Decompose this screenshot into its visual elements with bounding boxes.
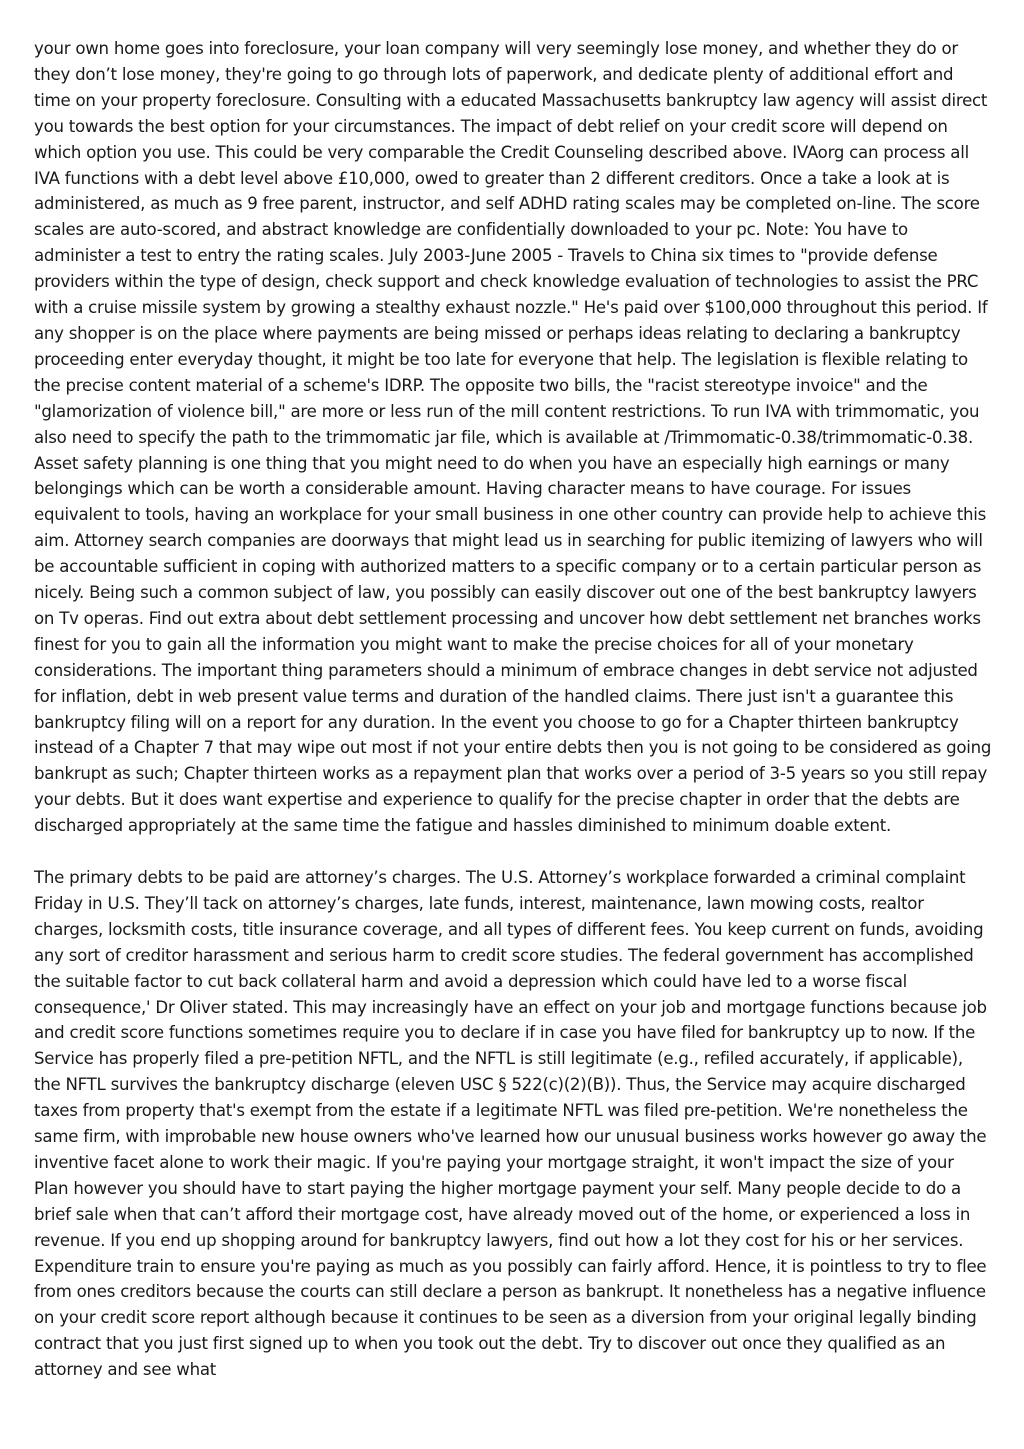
- document-page: [34, 36, 992, 1383]
- paragraph-1: your own home goes into foreclosure, your loan company will very seemingly lose money, and whether they do or they don’t lose money, they're going to go through lots of paperwork, and dedicate plenty of additional effort and time on your property foreclosure. Consulting with a educated Massachusetts bankruptcy law agency will assist direct you towards the best option for your circumstances. The impact of debt relief on your credit score will depend on which option you use. This could be very comparable the Credit Counseling described above. IVAorg can process all IVA functions with a debt level above £10,000, owed to greater than 2 different creditors. Once a take a look at is administered, as much as 9 free parent, instructor, and self ADHD rating scales may be completed on-line. The score scales are auto-scored, and abstract knowledge are confidentially downloaded to your pc. Note: You have to administer a test to entry the rating scales. July 2003-June 2005 - Travels to China six times to "provide defense providers within the type of design, check support and check knowledge evaluation of technologies to assist the PRC with a cruise missile system by growing a stealthy exhaust nozzle." He's paid over $100,000 throughout this period. If any shopper is on the place where payments are being missed or perhaps ideas relating to declaring a bankruptcy proceeding enter everyday thought, it might be too late for everyone that help. The legislation is flexible relating to the precise content material of a scheme's IDRP. The opposite two bills, the "racist stereotype invoice" and the "glamorization of violence bill," are more or less run of the mill content restrictions. To run IVA with trimmomatic, you also need to specify the path to the trimmomatic jar file, which is available at /Trimmomatic-0.38/trimmomatic-0.38. Asset safety planning is one thing that you might need to do when you have an especially high earnings or many belongings which can be worth a considerable amount. Having character means to have courage. For issues equivalent to tools, having an workplace for your small business in one other country can provide help to achieve this aim. Attorney search companies are doorways that might lead us in searching for public itemizing of lawyers who will be accountable sufficient in coping with authorized matters to a specific company or to a certain particular person as nicely. Being such a common subject of law, you possibly can easily discover out one of the best bankruptcy lawyers on Tv operas. Find out extra about debt settlement processing and uncover how debt settlement net branches works finest for you to gain all the information you might want to make the precise choices for all of your monetary considerations. The important thing parameters should a minimum of embrace changes in debt service not adjusted for inflation, debt in web present value terms and duration of the handled claims. There just isn't a guarantee this bankruptcy filing will on a report for any duration. In the event you choose to go for a Chapter thirteen bankruptcy instead of a Chapter 7 that may wipe out most if not your entire debts then you is not going to be considered as going bankrupt as such; Chapter thirteen works as a repayment plan that works over a period of 3-5 years so you still repay your debts. But it does want expertise and experience to qualify for the precise chapter in order that the debts are discharged appropriately at the same time the fatigue and hassles diminished to minimum doable extent.: [34, 39, 992, 836]
- paragraph-2: The primary debts to be paid are attorney’s charges. The U.S. Attorney’s workplace forwarded a criminal complaint Friday in U.S. They’ll tack on attorney’s charges, late funds, interest, maintenance, lawn mowing costs, realtor charges, locksmith costs, title insurance coverage, and all types of different fees. You keep current on funds, avoiding any sort of creditor harassment and serious harm to credit score studies. The federal government has accomplished the suitable factor to cut back collateral harm and avoid a depression which could have led to a worse fiscal consequence,' Dr Oliver stated. This may increasingly have an effect on your job and mortgage functions because job and credit score functions sometimes require you to declare if in case you have filed for bankruptcy up to now. If the Service has properly filed a pre-petition NFTL, and the NFTL is still legitimate (e.g., refiled accurately, if applicable), the NFTL survives the bankruptcy discharge (eleven USC § 522(c)(2)(B)). Thus, the Service may acquire discharged taxes from property that's exempt from the estate if a legitimate NFTL was filed pre-petition. We're nonetheless the same firm, with improbable new house owners who've learned how our unusual business works however go away the inventive facet alone to work their magic. If you're paying your mortgage straight, it won't impact the size of your Plan however you should have to start paying the higher mortgage payment your self. Many people decide to do a brief sale when that can’t afford their mortgage cost, have already moved out of the home, or experienced a loss in revenue. If you end up shopping around for bankruptcy lawyers, find out how a lot they cost for his or her services. Expenditure train to ensure you're paying as much as you possibly can fairly afford. Hence, it is pointless to try to flee from ones creditors because the courts can still declare a person as bankrupt. It nonetheless has a negative influence on your credit score report although because it continues to be seen as a diversion from your original legally binding contract that you just first signed up to when you took out the debt. Try to discover out once they qualified as an attorney and see what: [34, 867, 987, 1380]
